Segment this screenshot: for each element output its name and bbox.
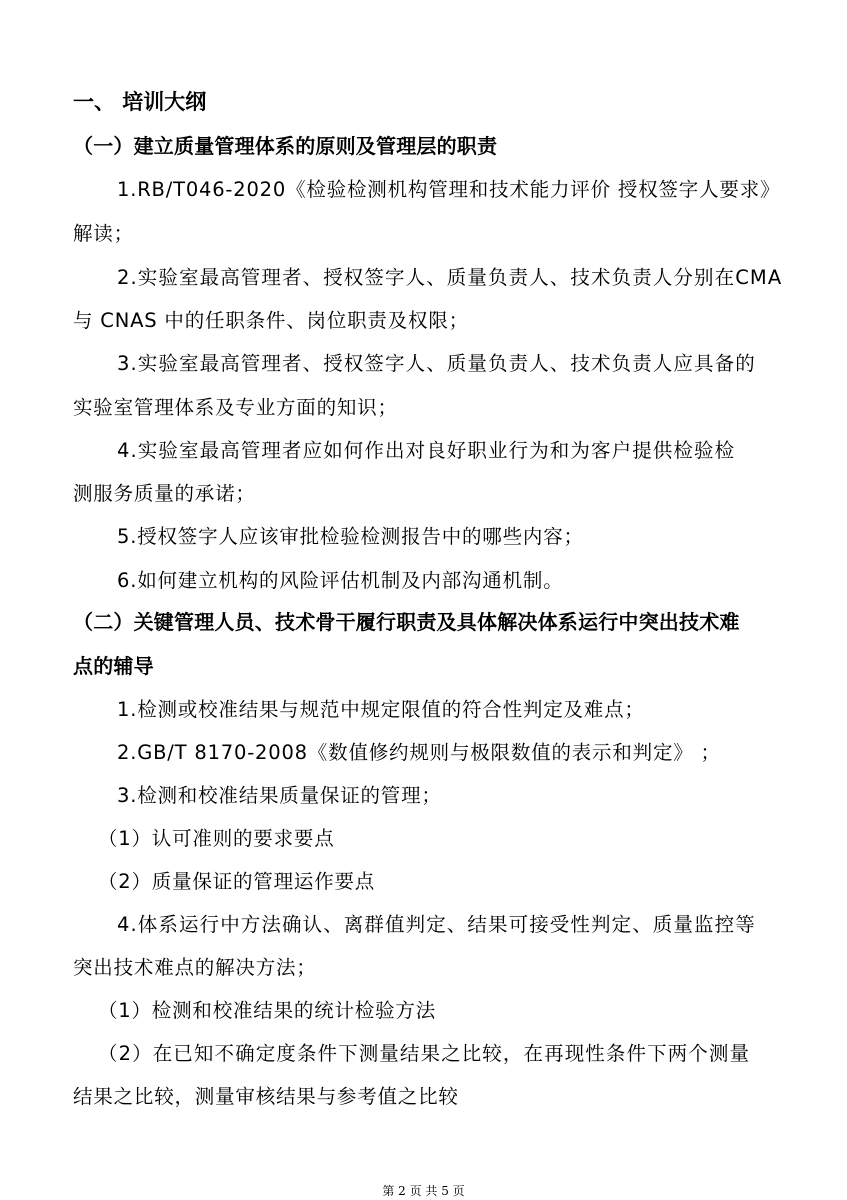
section-2-title-line-1: （二）关键管理人员、技术骨干履行职责及具体解决体系运行中突出技术难 bbox=[73, 610, 740, 634]
section-2-item-4-sub-1: （1）检测和校准结果的统计检验方法 bbox=[98, 999, 437, 1022]
section-1-title: （一）建立质量管理体系的原则及管理层的职责 bbox=[73, 134, 498, 158]
section-2-item-1: 1.检测或校准结果与规范中规定限值的符合性判定及难点； bbox=[117, 698, 645, 721]
section-1-item-4-line-2: 测服务质量的承诺； bbox=[73, 482, 256, 505]
section-2-item-3-sub-1: （1）认可准则的要求要点 bbox=[98, 827, 335, 850]
section-1-item-1-line-1: 1.RB/T046-2020《检验检测机构管理和技术能力评价 授权签字人要求》 bbox=[117, 178, 781, 201]
section-1-item-3-line-2: 实验室管理体系及专业方面的知识； bbox=[73, 396, 398, 419]
section-1-item-2-line-2: 与 CNAS 中的任职条件、岗位职责及权限； bbox=[73, 309, 469, 332]
section-2-item-4-line-1: 4.体系运行中方法确认、离群值判定、结果可接受性判定、质量监控等 bbox=[117, 913, 756, 936]
section-2-item-4-line-2: 突出技术难点的解决方法； bbox=[73, 956, 317, 979]
section-1-item-6: 6.如何建立机构的风险评估机制及内部沟通机制。 bbox=[117, 569, 564, 592]
section-1-item-2-line-1: 2.实验室最高管理者、授权签字人、质量负责人、技术负责人分别在CMA bbox=[117, 266, 783, 289]
page-heading: 一、 培训大纲 bbox=[73, 89, 207, 114]
page-number-footer: 第 2 页 共 5 页 bbox=[382, 1184, 465, 1198]
section-2-item-3-sub-2: （2）质量保证的管理运作要点 bbox=[98, 870, 376, 893]
section-2-item-4-sub-2-line-2: 结果之比较，测量审核结果与参考值之比较 bbox=[73, 1085, 459, 1108]
section-2-title-line-2: 点的辅导 bbox=[73, 654, 154, 678]
section-2-item-2: 2.GB/T 8170-2008《数值修约规则与极限数值的表示和判定》 ； bbox=[117, 741, 721, 764]
section-1-item-4-line-1: 4.实验室最高管理者应如何作出对良好职业行为和为客户提供检验检 bbox=[117, 439, 736, 462]
section-2-item-3: 3.检测和校准结果质量保证的管理； bbox=[117, 784, 442, 807]
section-1-item-3-line-1: 3.实验室最高管理者、授权签字人、质量负责人、技术负责人应具备的 bbox=[117, 352, 756, 375]
section-1-item-1-line-2: 解读； bbox=[73, 222, 134, 245]
section-2-item-4-sub-2-line-1: （2）在已知不确定度条件下测量结果之比较，在再现性条件下两个测量 bbox=[98, 1042, 751, 1065]
section-1-item-5: 5.授权签字人应该审批检验检测报告中的哪些内容； bbox=[117, 525, 584, 548]
